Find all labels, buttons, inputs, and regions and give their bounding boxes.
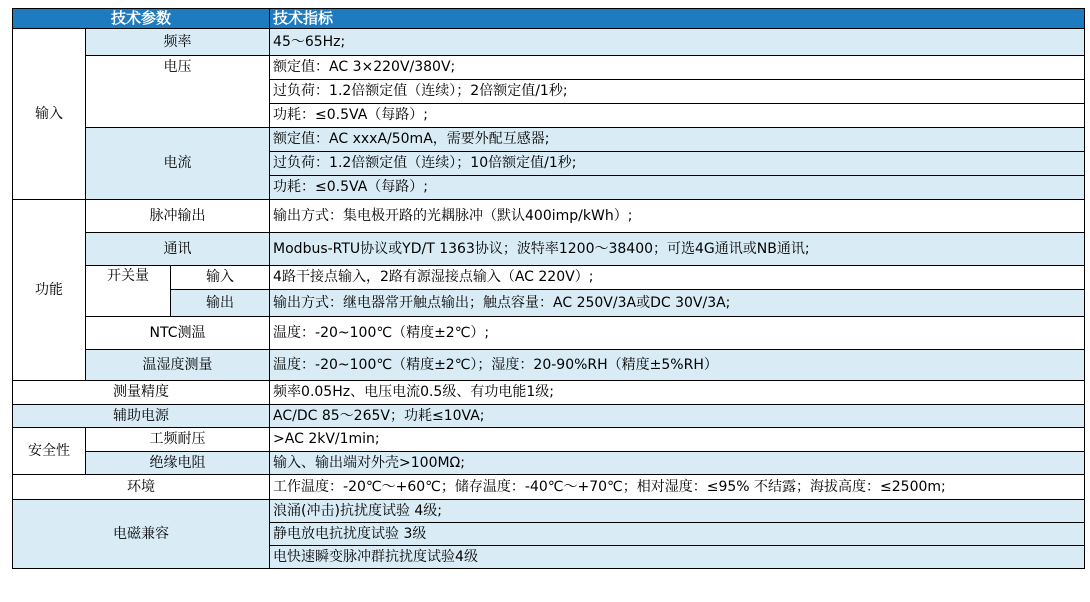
- table-row: [13, 428, 1085, 452]
- row-label-ntc: NTC测温: [86, 317, 270, 350]
- table-row: [13, 128, 1085, 152]
- spec-table: [12, 8, 1085, 569]
- row-value-ntc: 温度：-20~100℃（精度±2℃）;: [270, 317, 1085, 350]
- row-label-voltage: 电压: [86, 56, 270, 128]
- table-row: [13, 500, 1085, 523]
- row-value-switch-out: 输出方式：继电器常开触点输出；触点容量：AC 250V/3A或DC 30V/3A;: [270, 290, 1085, 317]
- table-row: [13, 317, 1085, 350]
- row-value-voltage-3: 功耗：≤0.5VA（每路）;: [270, 104, 1085, 128]
- row-label-aux: 辅助电源: [13, 405, 270, 428]
- row-label-pulse: 脉冲输出: [86, 200, 270, 233]
- row-value-current-1: 额定值：AC xxxA/50mA，需要外配互感器;: [270, 128, 1085, 152]
- table-row: [13, 381, 1085, 405]
- group-safety: 安全性: [13, 428, 86, 475]
- row-label-switch-in: 输入: [171, 266, 270, 290]
- table-row: [13, 405, 1085, 428]
- row-label-freq: 频率: [86, 29, 270, 56]
- table-row: [13, 56, 1085, 80]
- row-value-env: 工作温度：-20℃～+60℃；储存温度：-40℃～+70℃；相对湿度：≤95% 不结露；海拔高度：≤2500m;: [270, 475, 1085, 500]
- row-label-switch: 开关量: [86, 266, 171, 317]
- row-value-current-3: 功耗：≤0.5VA（每路）;: [270, 176, 1085, 200]
- row-value-current-2: 过负荷：1.2倍额定值（连续）；10倍额定值/1秒;: [270, 152, 1085, 176]
- header-param: 技术参数: [13, 9, 270, 29]
- row-value-humid: 温度：-20~100℃（精度±2℃）；湿度：20-90%RH（精度±5%RH）: [270, 350, 1085, 381]
- row-value-emc-3: 电快速瞬变脉冲群抗扰度试验4级: [270, 546, 1085, 569]
- table-row: [13, 200, 1085, 233]
- row-label-insulation: 绝缘电阻: [86, 452, 270, 475]
- row-value-voltage-1: 额定值：AC 3×220V/380V;: [270, 56, 1085, 80]
- group-function: 功能: [13, 200, 86, 381]
- row-label-humid: 温湿度测量: [86, 350, 270, 381]
- row-value-emc-1: 浪涌(冲击)抗扰度试验 4级;: [270, 500, 1085, 523]
- row-value-emc-2: 静电放电抗扰度试验 3级: [270, 523, 1085, 546]
- table-row: [13, 452, 1085, 475]
- table-row: [13, 29, 1085, 56]
- table-row: [13, 233, 1085, 266]
- row-value-aux: AC/DC 85～265V；功耗≤10VA;: [270, 405, 1085, 428]
- row-label-emc: 电磁兼容: [13, 500, 270, 569]
- row-value-switch-in: 4路干接点输入，2路有源湿接点输入（AC 220V）;: [270, 266, 1085, 290]
- row-label-comm: 通讯: [86, 233, 270, 266]
- group-input: 输入: [13, 29, 86, 200]
- row-value-comm: Modbus-RTU协议或YD/T 1363协议；波特率1200～38400；可选4G通讯或NB通讯;: [270, 233, 1085, 266]
- header-row: [13, 9, 1085, 29]
- table-row: [13, 266, 1085, 290]
- row-label-current: 电流: [86, 128, 270, 200]
- table-row: [13, 290, 1085, 317]
- row-label-env: 环境: [13, 475, 270, 500]
- row-value-pulse: 输出方式：集电极开路的光耦脉冲（默认400imp/kWh）;: [270, 200, 1085, 233]
- row-value-freq: 45～65Hz;: [270, 29, 1085, 56]
- row-label-accuracy: 测量精度: [13, 381, 270, 405]
- row-value-withstand: >AC 2kV/1min;: [270, 428, 1085, 452]
- row-value-voltage-2: 过负荷：1.2倍额定值（连续）；2倍额定值/1秒;: [270, 80, 1085, 104]
- row-value-insulation: 输入、输出端对外壳>100MΩ;: [270, 452, 1085, 475]
- table-row: [13, 350, 1085, 381]
- row-label-switch-out: 输出: [171, 290, 270, 317]
- row-value-accuracy: 频率0.05Hz、电压电流0.5级、有功电能1级;: [270, 381, 1085, 405]
- header-spec: 技术指标: [270, 9, 1085, 29]
- row-label-withstand: 工频耐压: [86, 428, 270, 452]
- table-row: [13, 475, 1085, 500]
